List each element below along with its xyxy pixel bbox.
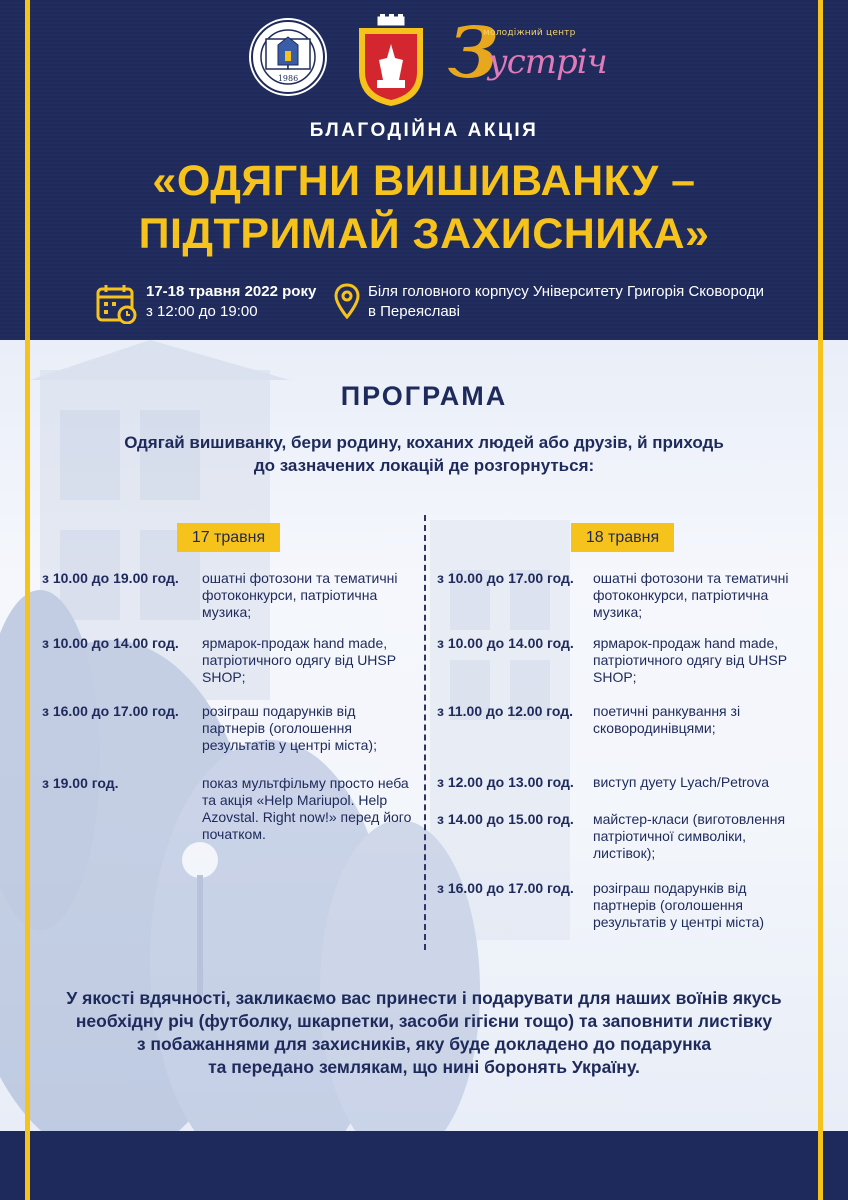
event-location-line2: в Переяславі xyxy=(368,303,460,320)
youth-center-name: устріч xyxy=(488,42,607,82)
schedule-time: з 10.00 до 17.00 год. xyxy=(437,570,574,586)
day2-badge: 18 травня xyxy=(571,523,674,552)
left-gold-line xyxy=(25,0,30,1200)
column-divider xyxy=(424,515,426,950)
schedule-time: з 14.00 до 15.00 год. xyxy=(437,811,574,827)
university-logo xyxy=(248,17,328,97)
university-year: 1986 xyxy=(277,74,299,83)
schedule-time: з 19.00 год. xyxy=(42,775,119,791)
calendar-icon xyxy=(96,284,138,324)
event-subtitle: БЛАГОДІЙНА АКЦІЯ xyxy=(309,120,539,141)
youth-center-numeral: З xyxy=(448,11,499,94)
program-title: ПРОГРАМА xyxy=(340,381,508,411)
schedule-desc: ошатні фотозони та тематичні фотоконкурси, патріотична музика; xyxy=(202,570,398,620)
event-location-line1: Біля головного корпусу Університету Григорія Сковороди xyxy=(368,283,764,300)
city-crest-logo xyxy=(355,14,427,106)
event-title xyxy=(0,155,848,261)
event-title-line1: «ОДЯГНИ ВИШИВАНКУ – xyxy=(152,157,696,205)
program-intro xyxy=(60,431,788,477)
schedule-desc: виступ дуету Lyach/Petrova xyxy=(593,774,770,790)
youth-center-caption: молодіжний центр xyxy=(483,28,576,38)
schedule-time: з 10.00 до 19.00 год. xyxy=(42,570,179,586)
schedule-time: з 10.00 до 14.00 год. xyxy=(42,635,179,651)
closing-line2: необхідну річ (футболку, шкарпетки, засоби гігієни тощо) та заповнити листівку xyxy=(75,1011,773,1031)
schedule-desc: ошатні фотозони та тематичні фотоконкурси, патріотична музика; xyxy=(593,570,789,620)
schedule-desc: майстер-класи (виготовлення патріотичної символіки, листівок); xyxy=(593,811,786,861)
event-date: 17-18 травня 2022 року xyxy=(146,283,317,300)
schedule-time: з 10.00 до 14.00 год. xyxy=(437,635,574,651)
schedule-time: з 16.00 до 17.00 год. xyxy=(42,703,179,719)
event-date-block xyxy=(146,282,316,322)
closing-appeal xyxy=(40,987,808,1079)
location-pin-icon xyxy=(334,283,360,319)
right-gold-line xyxy=(818,0,823,1200)
closing-line3: з побажаннями для захисників, яку буде докладено до подарунка xyxy=(136,1034,712,1054)
youth-center-logo xyxy=(448,11,608,100)
event-title-line2: ПІДТРИМАЙ ЗАХИСНИКА» xyxy=(138,210,710,258)
schedule-desc: розіграш подарунків від партнерів (оголошення результатів у центрі міста); xyxy=(202,703,377,753)
closing-line1: У якості вдячності, закликаємо вас принести і подарувати для наших воїнів якусь xyxy=(66,988,782,1008)
program-intro-line2: до зазначених локацій де розгорнуться: xyxy=(253,456,595,475)
schedule-desc: ярмарок-продаж hand made, патріотичного одягу від UHSP SHOP; xyxy=(593,635,787,685)
closing-line4: та передано землякам, що нині боронять Україну. xyxy=(208,1057,640,1077)
schedule-time: з 11.00 до 12.00 год. xyxy=(437,703,574,719)
footer-band xyxy=(0,1131,848,1200)
schedule-time: з 16.00 до 17.00 год. xyxy=(437,880,574,896)
schedule-desc: поетичні ранкування зі сковородинівцями; xyxy=(593,703,741,736)
day1-badge: 17 травня xyxy=(177,523,280,552)
event-time: з 12:00 до 19:00 xyxy=(146,303,258,320)
program-intro-line1: Одягай вишиванку, бери родину, коханих людей або друзів, й приходь xyxy=(124,433,724,452)
schedule-desc: розіграш подарунків від партнерів (оголошення результатів у центрі міста) xyxy=(593,880,765,930)
schedule-desc: показ мультфільму просто неба та акція «Help Mariupol. Help Azovstal. Right now!» перед його початком. xyxy=(202,775,412,842)
schedule-time: з 12.00 до 13.00 год. xyxy=(437,774,574,790)
schedule-desc: ярмарок-продаж hand made, патріотичного одягу від UHSP SHOP; xyxy=(202,635,396,685)
event-location-block xyxy=(368,282,764,322)
